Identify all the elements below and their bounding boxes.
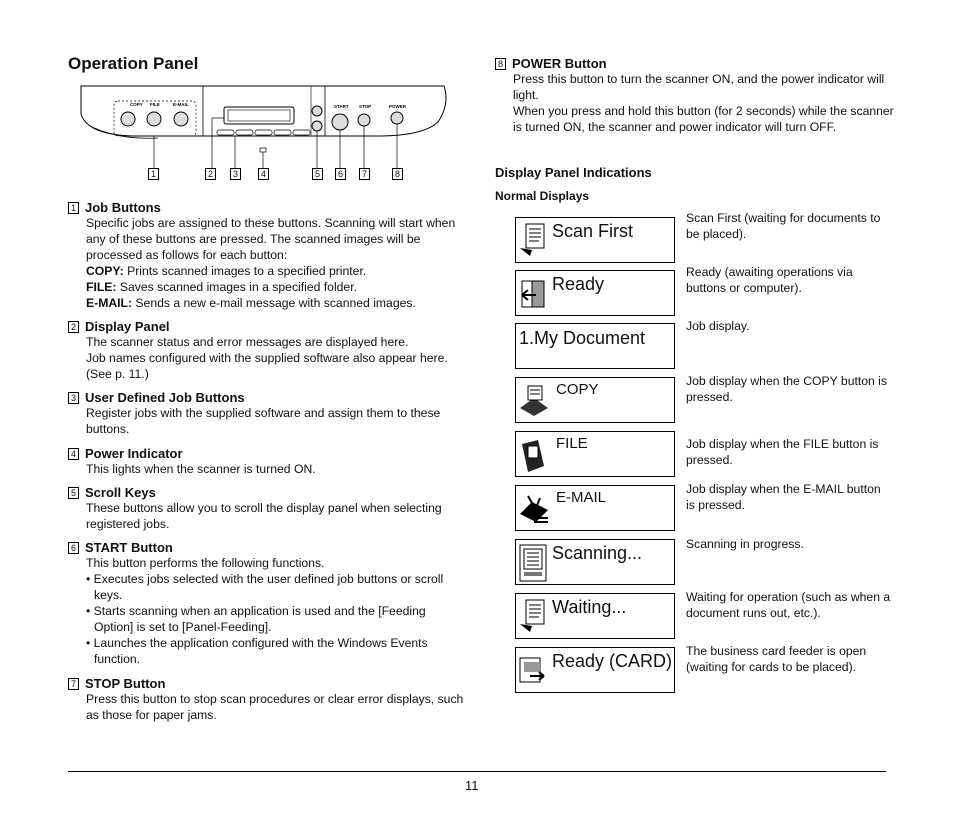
- callout-4: 4: [258, 168, 269, 180]
- email-button-graphic: [174, 112, 188, 126]
- display-desc: Job display.: [686, 319, 750, 333]
- item-text-2: When you press and hold this button (for 2 seconds) while the scanner is turned ON, the scanner and power indicator will turn OFF.: [513, 104, 894, 134]
- item-text: This lights when the scanner is turned ON.: [86, 462, 316, 476]
- item-heading: POWER Button: [512, 56, 607, 71]
- footer-rule: [68, 771, 886, 772]
- item-heading: Power Indicator: [85, 446, 183, 461]
- item-text: Press this button to stop scan procedures or clear error displays, such as those for paper jams.: [86, 692, 464, 722]
- bullet: • Starts scanning when an application is used and the [Feeding Option] is set to [Panel-Feeding].: [86, 604, 426, 634]
- item-heading: Display Panel: [85, 319, 170, 334]
- callout-8: 8: [392, 168, 403, 180]
- item-text: Press this button to turn the scanner ON, and the power indicator will light.: [513, 72, 885, 102]
- item-heading: Job Buttons: [85, 200, 161, 215]
- definition-copy: COPY: Prints scanned images to a specified printer.: [86, 264, 367, 278]
- start-label: START: [334, 104, 349, 109]
- display-desc: Ready (awaiting operations via buttons or computer).: [686, 265, 853, 295]
- bullet: • Launches the application configured with the Windows Events function.: [86, 636, 428, 666]
- power-label: POWER: [389, 104, 407, 109]
- section-heading: Display Panel Indications: [495, 165, 652, 180]
- display-ready: Ready: [515, 270, 675, 316]
- display-desc: Scan First (waiting for documents to be placed).: [686, 211, 881, 241]
- callout-6: 6: [335, 168, 346, 180]
- item-text-2: Job names configured with the supplied software also appear here. (See p. 11.): [86, 351, 448, 381]
- display-desc: The business card feeder is open (waiting for cards to be placed).: [686, 644, 867, 674]
- display-desc: Job display when the E-MAIL button is pressed.: [686, 482, 881, 512]
- display-file: FILE: [515, 431, 675, 477]
- callout-5: 5: [312, 168, 323, 180]
- printer-icon: [518, 382, 550, 420]
- card-icon: [518, 652, 550, 690]
- callout-7: 7: [359, 168, 370, 180]
- stop-button-graphic: [358, 114, 370, 126]
- item-stop-button: 7 STOP Button Press this button to stop scan procedures or clear error displays, such as those for paper jams.: [68, 676, 468, 723]
- callout-3: 3: [230, 168, 241, 180]
- display-desc: Job display when the FILE button is pressed.: [686, 437, 879, 467]
- page-title: Operation Panel: [68, 54, 199, 73]
- display-desc: Scanning in progress.: [686, 537, 804, 551]
- document-feed-icon: [518, 222, 550, 260]
- item-power-button: 8 POWER Button Press this button to turn the scanner ON, and the power indicator will light. When you press and hold this button (for 2 seconds) while the scanner is turned ON, the scanner and power indicator will turn OFF.: [495, 56, 895, 135]
- item-heading: START Button: [85, 540, 173, 555]
- definition-email: E-MAIL: Sends a new e-mail message with scanned images.: [86, 296, 416, 310]
- item-text: Specific jobs are assigned to these buttons. Scanning will start when any of these buttons are pressed. The scanned images will be processed as follows for each button:: [86, 216, 456, 262]
- power-button-graphic: [391, 112, 403, 124]
- bullet: • Executes jobs selected with the user defined job buttons or scroll keys.: [86, 572, 444, 602]
- email-label: E-MAIL: [173, 102, 189, 107]
- waiting-icon: [518, 598, 550, 636]
- item-heading: Scroll Keys: [85, 485, 156, 500]
- display-email: E-MAIL: [515, 485, 675, 531]
- stop-label: STOP: [359, 104, 372, 109]
- display-ready-card: Ready (CARD): [515, 647, 675, 693]
- display-scanning: Scanning...: [515, 539, 675, 585]
- item-job-buttons: 1 Job Buttons Specific jobs are assigned to these buttons. Scanning will start when any of these buttons are pressed. The scanned images will be processed as follows for each button: COPY: Prints scanned images to a specified printer. FILE: Saves scanned images in a specified folder. E-MAIL: Sends a new e-mail message with scanned images.: [68, 200, 468, 311]
- callout-1: 1: [148, 168, 159, 180]
- item-display-panel: 2 Display Panel The scanner status and error messages are displayed here. Job names configured with the supplied software also appear here. (See p. 11.): [68, 319, 468, 382]
- item-scroll-keys: 5 Scroll Keys These buttons allow you to scroll the display panel when selecting registered jobs.: [68, 485, 468, 532]
- file-label: FILE: [150, 102, 160, 107]
- item-text: These buttons allow you to scroll the display panel when selecting registered jobs.: [86, 501, 442, 531]
- section-subheading: Normal Displays: [495, 189, 590, 203]
- scanning-icon: [518, 544, 550, 582]
- item-heading: STOP Button: [85, 676, 166, 691]
- display-waiting: Waiting...: [515, 593, 675, 639]
- item-text: This button performs the following functions.: [86, 556, 325, 570]
- item-text: Register jobs with the supplied software and assign them to these buttons.: [86, 406, 441, 436]
- item-power-indicator: 4 Power Indicator This lights when the scanner is turned ON.: [68, 446, 468, 477]
- definition-file: FILE: Saves scanned images in a specified folder.: [86, 280, 357, 294]
- file-button-graphic: [147, 112, 161, 126]
- item-start-button: 6 START Button This button performs the following functions. • Executes jobs selected with the user defined job buttons or scroll keys. • Starts scanning when an application is used and the [Feeding Option] is set to [Panel-Feeding]. • Launches the application configured with the Windows Events function.: [68, 540, 468, 667]
- copy-label: COPY: [130, 102, 143, 107]
- scroll-down-graphic: [312, 121, 322, 131]
- display-desc: Waiting for operation (such as when a document runs out, etc.).: [686, 590, 891, 620]
- display-job: 1.My Document: [515, 323, 675, 369]
- display-copy: COPY: [515, 377, 675, 423]
- item-text: The scanner status and error messages are displayed here.: [86, 335, 409, 349]
- start-button-graphic: [332, 114, 348, 130]
- display-scan-first: Scan First: [515, 217, 675, 263]
- callout-2: 2: [205, 168, 216, 180]
- item-user-defined-job-buttons: 3 User Defined Job Buttons Register jobs with the supplied software and assign them to these buttons.: [68, 390, 468, 437]
- copy-button-graphic: [121, 112, 135, 126]
- scroll-up-graphic: [312, 106, 322, 116]
- ready-icon: [518, 275, 550, 313]
- item-heading: User Defined Job Buttons: [85, 390, 245, 405]
- folder-icon: [518, 436, 550, 474]
- mail-icon: [518, 490, 550, 528]
- page-number: 11: [465, 778, 479, 793]
- display-desc: Job display when the COPY button is pressed.: [686, 374, 887, 404]
